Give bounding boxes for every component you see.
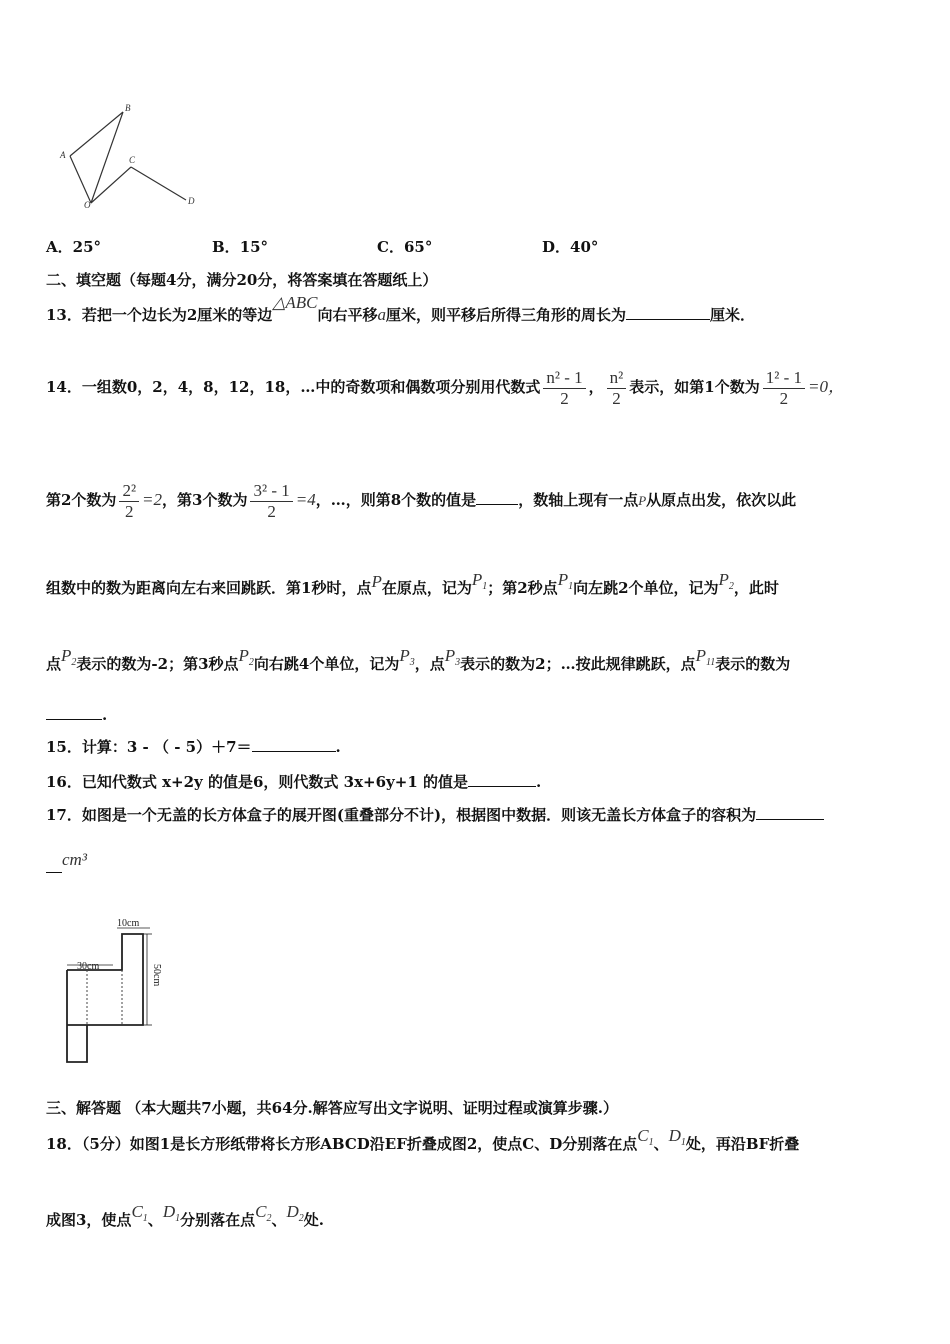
section3-heading: 三、解答题 （本大题共7小题，共64分.解答应写出文字说明、证明过程或演算步骤.） (46, 1099, 618, 1117)
question-17-unit: cm³ (46, 858, 87, 878)
option-d: D．40° (542, 238, 599, 256)
label-b: B (125, 103, 131, 113)
label-a: A (60, 150, 66, 160)
question-14-line3: 组数中的数为距离向左右来回跳跃．第1秒时，点P在原点，记为$P_1$；第2秒点$P_1$向左跳2个单位，记为$P_2$，此时 (46, 570, 779, 597)
question-16: 16．已知代数式 x+2y 的值是6，则代数式 3x+6y+1 的值是 . (46, 773, 542, 791)
question-17: 17．如图是一个无盖的长方体盒子的展开图(重叠部分不计)，根据图中数据．则该无盖长方体盒子的容积为 (46, 805, 824, 825)
question-14-line2: 第2个数为 $\frac{\text{2²}}{2}$ =2，第3个数为 $\frac{\text{3² - 1}}{2}$ =4，…，则第8个数的值是 ，数轴上现有一点P从原点出发，依次以此 (46, 480, 797, 521)
option-c: C．65° (377, 238, 433, 256)
label-30cm: 30cm (77, 961, 100, 972)
question-18-line1: 18．（5分）如图1是长方形纸带将长方形ABCD沿EF折叠成图2，使点C、D分别落在点$C_1$、$D_1$处，再沿BF折叠 (46, 1126, 800, 1153)
label-c: C (129, 155, 136, 165)
question-14-line1: 14．一组数0，2，4，8，12，18，…中的奇数项和偶数项分别用代数式 $\frac{\text{n² - 1}}{2}$ ， $\frac{\text{n²}}{2}$ 表示，如第1个数为 $\frac{\text{1² - 1}}{2}$ =0， (46, 367, 845, 408)
option-a: A．25° (46, 238, 102, 256)
box-net-figure (55, 912, 165, 1067)
angle-figure (50, 100, 210, 215)
label-o: O (84, 200, 91, 210)
question-14-line4: 点$P_2$表示的数为-2；第3秒点$P_2$向右跳4个单位，记为$P_3$，点$P_3$表示的数为2；…按此规律跳跃，点$P_{11}$表示的数为 (46, 646, 791, 673)
question-15: 15．计算：3 - （ - 5）＋7＝ . (46, 738, 341, 756)
label-50cm: 50cm (151, 964, 162, 987)
label-d: D (188, 196, 195, 206)
question-18-line2: 成图3，使点$C_1$、$D_1$分别落在点$C_2$、$D_2$处. (46, 1202, 324, 1229)
question-13: 13．若把一个边长为2厘米的等边△ABC向右平移a厘米，则平移后所得三角形的周长为 厘米． (46, 293, 756, 324)
section2-heading: 二、填空题（每题4分，满分20分，将答案填在答题纸上） (46, 271, 438, 289)
question-14-line5: . (46, 705, 107, 725)
option-b: B．15° (212, 238, 269, 256)
label-10cm: 10cm (117, 918, 140, 929)
